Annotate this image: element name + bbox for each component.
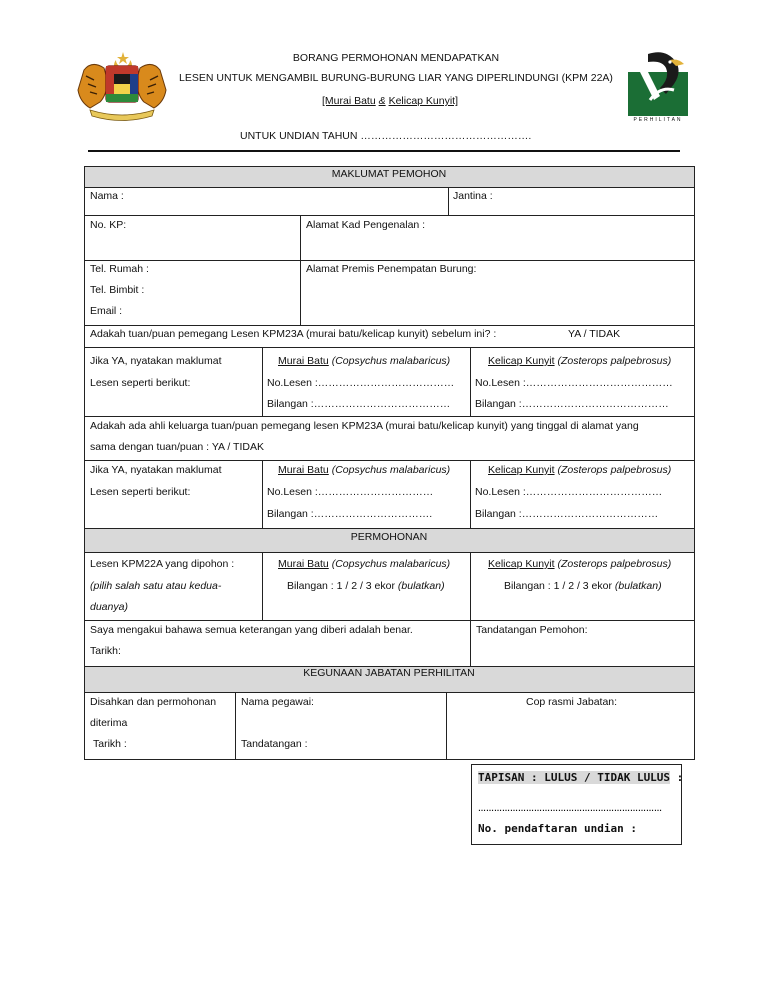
kelicap-nolesen-2[interactable]: No.Lesen :…………………………………: [475, 486, 663, 498]
email-field[interactable]: Email :: [90, 305, 123, 317]
question-ahli-keluarga-2[interactable]: sama dengan tuan/puan : YA / TIDAK: [90, 441, 264, 453]
murai-nolesen-1[interactable]: No.Lesen :…………………………………: [267, 377, 455, 389]
tel-rumah-field[interactable]: Tel. Rumah :: [90, 263, 149, 275]
title-amp: &: [378, 95, 386, 107]
question-pemegang-lesen: Adakah tuan/puan pemegang Lesen KPM23A (murai batu/kelicap kunyit) sebelum ini? :: [90, 328, 497, 340]
lesen-seperti-1: Lesen seperti berikut:: [90, 377, 191, 389]
alamat-premis-field[interactable]: Alamat Premis Penempatan Burung:: [306, 263, 477, 275]
jika-ya-2: Jika YA, nyatakan maklumat: [90, 464, 222, 476]
kelicap-bilangan-1[interactable]: Bilangan :……………………………………: [475, 398, 669, 410]
nama-pegawai-field[interactable]: Nama pegawai:: [241, 696, 314, 708]
tapisan-dots[interactable]: ……………………………………………………………: [478, 804, 662, 813]
logo-caption: PERHILITAN: [633, 117, 683, 123]
tapisan-label: TAPISAN : LULUS / TIDAK LULUS :: [478, 771, 684, 784]
question-ahli-keluarga-1: Adakah ada ahli keluarga tuan/puan pemegang lesen KPM23A (murai batu/kelicap kunyit) yang tinggal di alamat yang: [90, 420, 639, 432]
title-kelicap: Kelicap Kunyit]: [388, 95, 459, 107]
kelicap-header-1: Kelicap Kunyit (Zosterops palpebrosus): [488, 355, 672, 367]
header-rule: [88, 150, 680, 152]
tandatangan-pemohon-field[interactable]: Tandatangan Pemohon:: [476, 624, 588, 636]
kelicap-header-3: Kelicap Kunyit (Zosterops palpebrosus): [488, 558, 672, 570]
title-line-1: BORANG PERMOHONAN MENDAPATKAN: [292, 52, 500, 64]
kelicap-bilangan-2[interactable]: Bilangan :…………………………………: [475, 508, 659, 520]
title-line-2: LESEN UNTUK MENGAMBIL BURUNG-BURUNG LIAR YANG DIPERLINDUNGI (KPM 22A): [179, 72, 613, 84]
murai-header-3: Murai Batu (Copsychus malabaricus): [278, 558, 451, 570]
alamat-kp-field[interactable]: Alamat Kad Pengenalan :: [306, 219, 426, 231]
title-murai: [Murai Batu: [322, 95, 376, 107]
undian-tahun: UNTUK UNDIAN TAHUN ………………………………………….: [240, 130, 532, 142]
murai-header-2: Murai Batu (Copsychus malabaricus): [278, 464, 451, 476]
section-permohonan: PERMOHONAN: [350, 531, 428, 543]
nama-field[interactable]: Nama :: [90, 190, 124, 202]
title-line-3: [322, 95, 458, 108]
murai-bilangan-1[interactable]: Bilangan :…………………………………: [267, 398, 451, 410]
question-pemegang-lesen-answer[interactable]: YA / TIDAK: [568, 328, 621, 340]
kelicap-nolesen-1[interactable]: No.Lesen :……………………………………: [475, 377, 673, 389]
perhilitan-logo: [626, 50, 690, 126]
tandatangan-field[interactable]: Tandatangan :: [241, 738, 308, 750]
no-pendaftaran-undian[interactable]: No. pendaftaran undian :: [478, 822, 637, 835]
jika-ya-1: Jika YA, nyatakan maklumat: [90, 355, 222, 367]
section-kegunaan-jabatan: KEGUNAAN JABATAN PERHILITAN: [303, 667, 475, 679]
disahkan-line-1: Disahkan dan permohonan: [90, 696, 217, 708]
office-tarikh-field[interactable]: Tarikh :: [93, 738, 127, 750]
jantina-field[interactable]: Jantina :: [453, 190, 493, 202]
lesen-dipohon: Lesen KPM22A yang dipohon :: [90, 558, 235, 570]
lesen-seperti-2: Lesen seperti berikut:: [90, 486, 191, 498]
cop-rasmi-field[interactable]: Cop rasmi Jabatan:: [526, 696, 618, 708]
tel-bimbit-field[interactable]: Tel. Bimbit :: [90, 284, 145, 296]
murai-header-1: Murai Batu (Copsychus malabaricus): [278, 355, 451, 367]
murai-bilangan-ekor[interactable]: Bilangan : 1 / 2 / 3 ekor (bulatkan): [287, 580, 445, 592]
no-kp-field[interactable]: No. KP:: [90, 219, 127, 231]
tarikh-field[interactable]: Tarikh:: [90, 645, 121, 657]
pilih-note-1: (pilih salah satu atau kedua-: [90, 580, 222, 592]
kelicap-header-2: Kelicap Kunyit (Zosterops palpebrosus): [488, 464, 672, 476]
disahkan-line-2: diterima: [90, 717, 128, 729]
pilih-note-2: duanya): [90, 601, 128, 613]
murai-nolesen-2[interactable]: No.Lesen :……………………………: [267, 486, 434, 498]
section-maklumat-pemohon: MAKLUMAT PEMOHON: [331, 168, 447, 180]
pengakuan-text: Saya mengakui bahawa semua keterangan yang diberi adalah benar.: [90, 624, 413, 636]
murai-bilangan-2[interactable]: Bilangan :…………………………….: [267, 508, 433, 520]
kelicap-bilangan-ekor[interactable]: Bilangan : 1 / 2 / 3 ekor (bulatkan): [504, 580, 662, 592]
